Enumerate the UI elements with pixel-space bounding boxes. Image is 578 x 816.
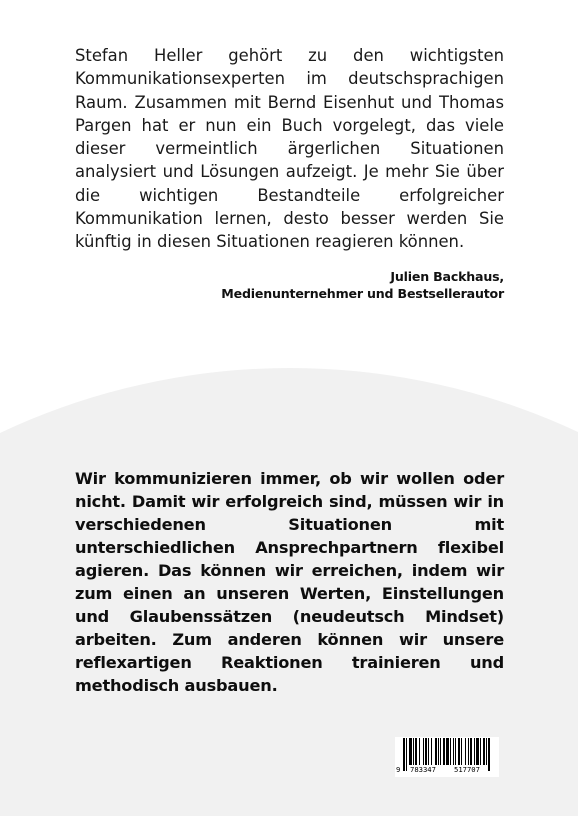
book-blurb: Wir kommunizieren immer, ob wir wollen oder nicht. Damit wir erfolgreich sind, müssen wir in verschiedenen Situationen mit unterschiedlichen Ansprechpartnern flexibel agieren. Das können wir erreichen, indem wir zum einen an unseren Werten, Einstellungen und Glaubenssätzen (neudeutsch Mindset) arbeiten. Zum anderen können wir unsere reflexartigen Reaktionen trainieren und methodisch ausbauen. <box>75 469 504 695</box>
barcode-lead-digit: 9 <box>396 765 401 774</box>
quote-author-role: Medienunternehmer und Bestsellerautor <box>221 285 504 301</box>
barcode-right-group: 517707 <box>454 765 480 774</box>
quote-author: Julien Backhaus, <box>390 268 504 284</box>
quote-attribution <box>75 268 504 302</box>
barcode-digits <box>395 765 499 775</box>
quote-block <box>75 44 504 302</box>
barcode-left-group: 783347 <box>410 765 436 774</box>
quote-text: Stefan Heller gehört zu den wichtigsten Kommunikationsexperten im deutschsprachigen Raum. Zusammen mit Bernd Eisenhut und Thomas Pargen hat er nun ein Buch vorgelegt, das viele dieser vermeintlich ärgerlichen Situationen analysiert und Lösungen aufzeigt. Je mehr Sie über die wichtigen Bestandteile erfolgreicher Kommunikation lernen, desto besser werden Sie künftig in diesen Situationen reagieren können. <box>75 46 504 252</box>
isbn-barcode <box>395 737 499 777</box>
